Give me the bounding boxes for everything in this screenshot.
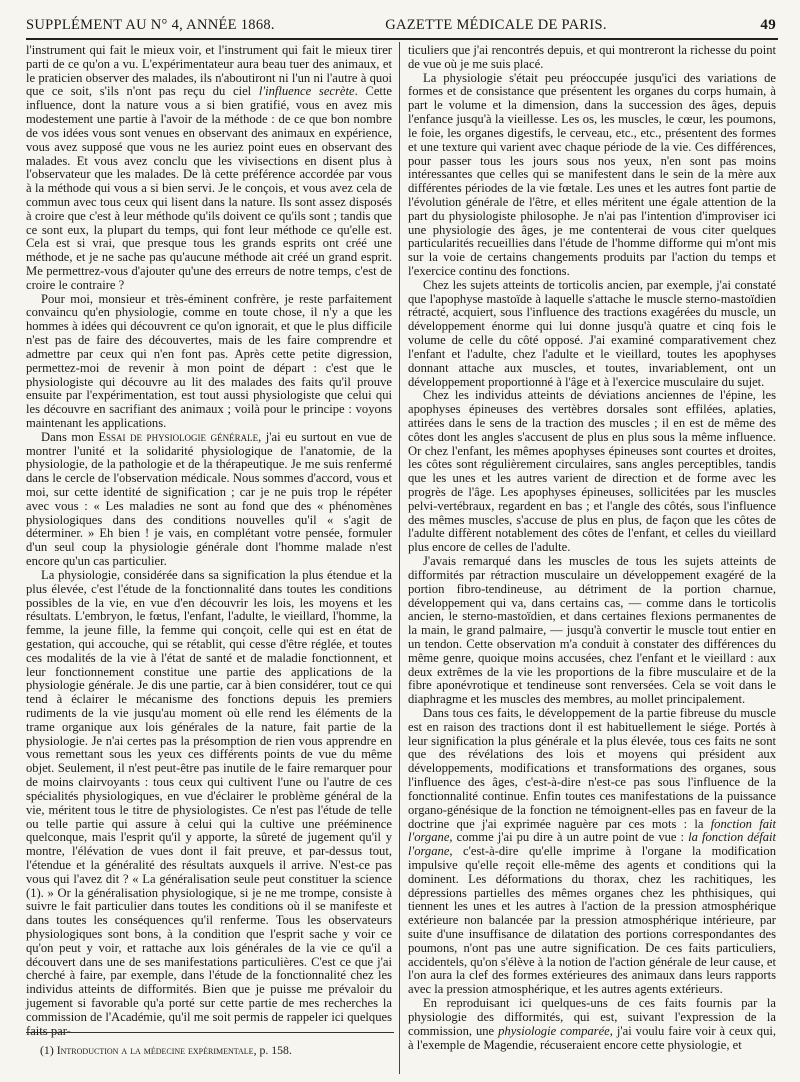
column-divider bbox=[399, 42, 400, 1074]
supplement-issue: SUPPLÉMENT AU N° 4, ANNÉE 1868. bbox=[26, 16, 275, 33]
page-number: 49 bbox=[760, 16, 776, 33]
footnote-rule bbox=[26, 1032, 394, 1033]
paragraph: La physiologie, considérée dans sa signification la plus étendue et la plus élevée, c'est l'étude de la fonctionnalité dans toutes les conditions possibles de la vie, en vue d'en découvrir les lois, les moyens et les résultats. L'embryon, le fœtus, l'enfant, l'adulte, le vieillard, l'homme, la femme, la jeune fille, la femme qui conçoit, celle qui est en état de gestation, qui accouche, qui se rétablit, qui cesse d'être réglée, et toutes ces modalités de la vie à l'état de santé et de maladie fonctionnent, et leur fonctionnement constitue une partie des applications de la physiologie générale. Je dis une partie, car à bien considérer, tout ce qui tend à éclairer le mécanisme des fonctions depuis les premiers rudiments de la vie jusqu'au moment où elle rend les éléments de la trame organique aux lois générales de la nature, fait partie de la physiologie. Je n'ai certes pas la présomption de rien vous apprendre en vous remettant sous les yeux ces différents points de vue du même objet. Seulement, il n'est peut-être pas inutile de le faire remarquer pour de moins clairvoyants : tous ceux qui cultivent l'une ou l'autre de ces spécialités physiologiques, en vue d'éclairer le problème général de la vie, méritent tous le titre de physiologistes. Ce n'est pas l'étude de telle ou telle partie qui assure à celui qui la cultive une prééminence quelconque, mais l'esprit qu'il y apporte, la sûreté de jugement qu'il y montre, l'élévation de vues dont il fait preuve, et par-dessus tout, l'étendue et la généralité des résultats auxquels il arrive. N'est-ce pas vous qui l'avez dit ? « La généralisation seule peut constituer la science (1). » Or la généralisation physiologique, si je ne me trompe, consiste à suivre le fait particulier dans toutes les conditions où il se manifeste et dans toutes les conséquences qu'il renferme. Tous les observateurs physiologiques sont bons, à la condition que l'esprit sache y voir ce qu'on peut y voir, et rattache aux lois générales de la vie ce qu'il a découvert dans une de ses manifestations particulières. C'est ce que j'ai cherché à faire, par exemple, dans l'étude de la fonctionnalité chez les individus atteints de difformités. Bien que je puisse me prévaloir du jugement si favorable qu'a porté sur cette partie de mes recherches la commission de l'Académie, qu'il me soit permis de rappeler ici quelques faits par- bbox=[26, 567, 392, 1038]
paragraph: La physiologie s'était peu préoccupée jusqu'ici des variations de formes et de consistance que présentent les organes du corps humain, à part le volume et la dimension, dans la succession des âges, depuis l'enfance jusqu'à la vieillesse. Les os, les muscles, le cœur, les poumons, le foie, les organes digestifs, le cerveau, etc., etc., présentent des formes et une texture qui varient avec chaque période de la vie. Ces différences, pour passer tous les jours sous nos yeux, n'en sont pas moins intéressantes que celles qui se manifestent dans le sein de la mère aux différentes périodes de la vie fœtale. Les unes et les autres font partie de l'évolution générale de l'être, et elles méritent une égale attention de la part du physiologiste philosophe. Je n'ai pas l'intention d'improviser ici une physiologie des âges, je me contenterai de vous citer quelques particularités recueillies dans l'étude de l'homme difforme qui m'ont mis sur la voie de certains changements produits par l'action du temps et l'exercice continu des fonctions. bbox=[408, 70, 776, 278]
book-title: Essai de physiologie générale bbox=[98, 429, 259, 444]
paragraph: ticuliers que j'ai rencontrés depuis, et qui montreront la richesse du point de vue où je me suis placé. bbox=[408, 43, 776, 71]
paragraph: Dans tous ces faits, le développement de la partie fibreuse du muscle est en raison des tractions dont il est habituellement le siége. Portés à leur signification la plus générale et la plus élevée, tous ces faits ne sont que des révélations des lois et moyens qui président aux développements, modifications et transformations des organes, sous l'influence des âges, c'est-à-dire n'est-ce pas sous l'influence de la fonctionnalité continue. Enfin toutes ces manifestations de la puissance organo-génésique de la fonction ne témoignent-elles pas en faveur de la doctrine que j'ai exprimée naguère par ces mots : la fonction fait l'organe, comme j'ai pu dire à un autre point de vue : la fonction défait l'organe, c'est-à-dire qu'elle imprime à l'organe la modification impulsive qu'elle reçoit elle-même des agents et conditions qui la dominent. Les déformations du thorax, chez les rachitiques, les dépressions partielles des mêmes organes chez les phthisiques, qui tiennent les unes et les autres à l'action de la pression atmosphérique extérieure non balancée par la pression atmosphérique intérieure, par suite d'une insuffisance de dilatation des portions correspondantes des poumons, n'ont pas une autre signification. De ces faits particuliers, accidentels, qu'on s'élève à la notion de l'action générale de leur cause, et l'on aura la clef des formes extérieures des animaux dans leurs rapports avec la pression atmosphérique, et les autres agents extérieurs. bbox=[408, 706, 776, 997]
paragraph: Chez les individus atteints de déviations anciennes de l'épine, les apophyses épineuses des vertèbres dorsales sont effilées, aplaties, attirées dans le sens de la traction des muscles ; il en est de même des côtes dont les angles s'accusent de plus en plus sous la même influence. Or chez l'enfant, les mêmes apophyses épineuses sont courtes et droites, les côtes sont régulièrement circulaires, sans angles perceptibles, tandis que les unes et les autres varient de direction et de forme avec les progrès de l'âge. Les apophyses épineuses, sollicitées par les muscles pelvi-vertébraux, regardent en bas ; et l'angle des côtés, sous l'influence des mêmes muscles, s'accuse de plus en plus, de façon que les côtes de l'adulte diffèrent notablement des côtes de l'enfant, et celles du vieillard plus encore de celles de l'adulte. bbox=[408, 388, 776, 555]
paragraph: l'instrument qui fait le mieux voir, et l'instrument qui fait le mieux tirer parti de ce qu'on a vu. L'expérimentateur aura beau tuer des animaux, et le praticien observer des malades, ils n'aboutiront ni l'un ni l'autre à quoi que ce soit, s'ils n'ont pas reçu du ciel l'influence secrète. Cette influence, dont la nature vous a si bien gratifié, vous en avez mis modestement une partie à l'avoir de la méthode : de ce que bon nombre de vos idées vous sont venues en observant des animaux en expérience, vous avez supposé que vous ne les auriez point eues en observant des malades. Et vous avez conclu que les vivisections en disent plus à l'observateur que les malades. De là cette préférence accordée par vous à la méthode qui vous a si bien servi. Je le conçois, et vous avez cela de commun avec tous ceux qui lisent dans la nature. Ils sont assez disposés à croire que c'est à leur méthode qu'ils doivent ce qu'ils sont ; tandis que ce sont eux, la plupart du temps, qui font leur méthode ce qu'elle est. Cela est si vrai, que presque tous les grands esprits ont créé une méthode, et je ne sache pas qu'aucune méthode ait créé un grand esprit. Me permettrez-vous d'ajouter qu'une des erreurs de notre temps, c'est de croire le contraire ? bbox=[26, 43, 392, 292]
header-rule bbox=[26, 38, 778, 40]
paragraph: Pour moi, monsieur et très-éminent confrère, je reste parfaitement convaincu qu'en physiologie, comme en toute chose, il n'y a que les hommes à idées qui découvrent ce qu'on ignorait, et que le plus difficile n'est pas de faire des découvertes, mais de les faire comprendre et admettre par ceux qui n'en font pas. Après cette petite digression, permettez-moi de revenir à mon point de départ : c'est que le physiologiste qui découvre au lit des malades des faits qu'il prouve ensuite par l'expérimentation, est tout aussi physiologiste que celui qui les découvre en sacrifiant des animaux ; voilà pour le principe : voyons maintenant les applications. bbox=[26, 291, 392, 430]
footnote: (1) Introduction a la médecine expérimentale, p. 158. bbox=[40, 1043, 292, 1057]
journal-title: GAZETTE MÉDICALE DE PARIS. bbox=[385, 16, 607, 33]
right-column bbox=[408, 44, 776, 1076]
running-header bbox=[26, 12, 776, 38]
paragraph: J'avais remarqué dans les muscles de tous les sujets atteints de difformités par rétraction musculaire un développement exagéré de la portion fibro-tendineuse, au détriment de la portion charnue, développement qui va, dans certains cas, — comme dans le torticolis ancien, le sterno-mastoïdien, et dans certaines flexions permanentes de la main, le grand palmaire, — jusqu'à convertir le muscle tout entier en un tendon. Cette observation m'a conduit à constater des différences du même genre, quoique moins accusées, chez l'enfant et le vieillard : aux deux extrêmes de la vie les proportions de la fibre musculaire et de la fibre aponévrotique et tendineuse sont renversées. Cela se voit dans le diaphragme et les muscles des membres, au mollet principalement. bbox=[408, 554, 776, 707]
paragraph: Dans mon Essai de physiologie générale, j'ai eu surtout en vue de montrer l'unité et la solidarité physiologique de l'anatomie, de la physiologie, de la pathologie et de la thérapeutique. Je me suis renfermé dans le cercle de l'observation médicale. Nous sommes d'accord, vous et moi, sur cette identité de signification ; car je ne puis trop le répéter avec vous : « Les maladies ne sont au fond que des « phénomènes physiologiques dans des conditions nouvelles qu'il « s'agit de déterminer. » Eh bien ! je vais, en complétant votre pensée, formuler d'un seul coup la physiologie générale dont l'homme malade n'est encore qu'un cas particulier. bbox=[26, 429, 393, 569]
left-column bbox=[26, 43, 393, 1038]
paragraph: En reproduisant ici quelques-uns de ces faits fournis par la physiologie des difformités, qui est, suivant l'expression de la commission, une physiologie comparée, j'ai voulu faire voir à ceux qui, à l'exemple de Magendie, récuseraient encore cette physiologie, et bbox=[408, 996, 777, 1052]
paragraph: Chez les sujets atteints de torticolis ancien, par exemple, j'ai constaté que l'apophyse mastoïde à laquelle s'attache le muscle sterno-mastoïdien rétracté, acquiert, sous l'influence des tractions exagérées du muscle, un développement énorme qui lui donne jusqu'à quatre et cinq fois le volume de celle du côté opposé. J'ai examiné comparativement chez l'enfant et l'adulte, chez l'adulte et le vieillard, toutes les apophyses donnant attache aux muscles, et toutes, invariablement, ont un développement proportionné à l'âge et à l'exercice musculaire du sujet. bbox=[408, 277, 776, 389]
